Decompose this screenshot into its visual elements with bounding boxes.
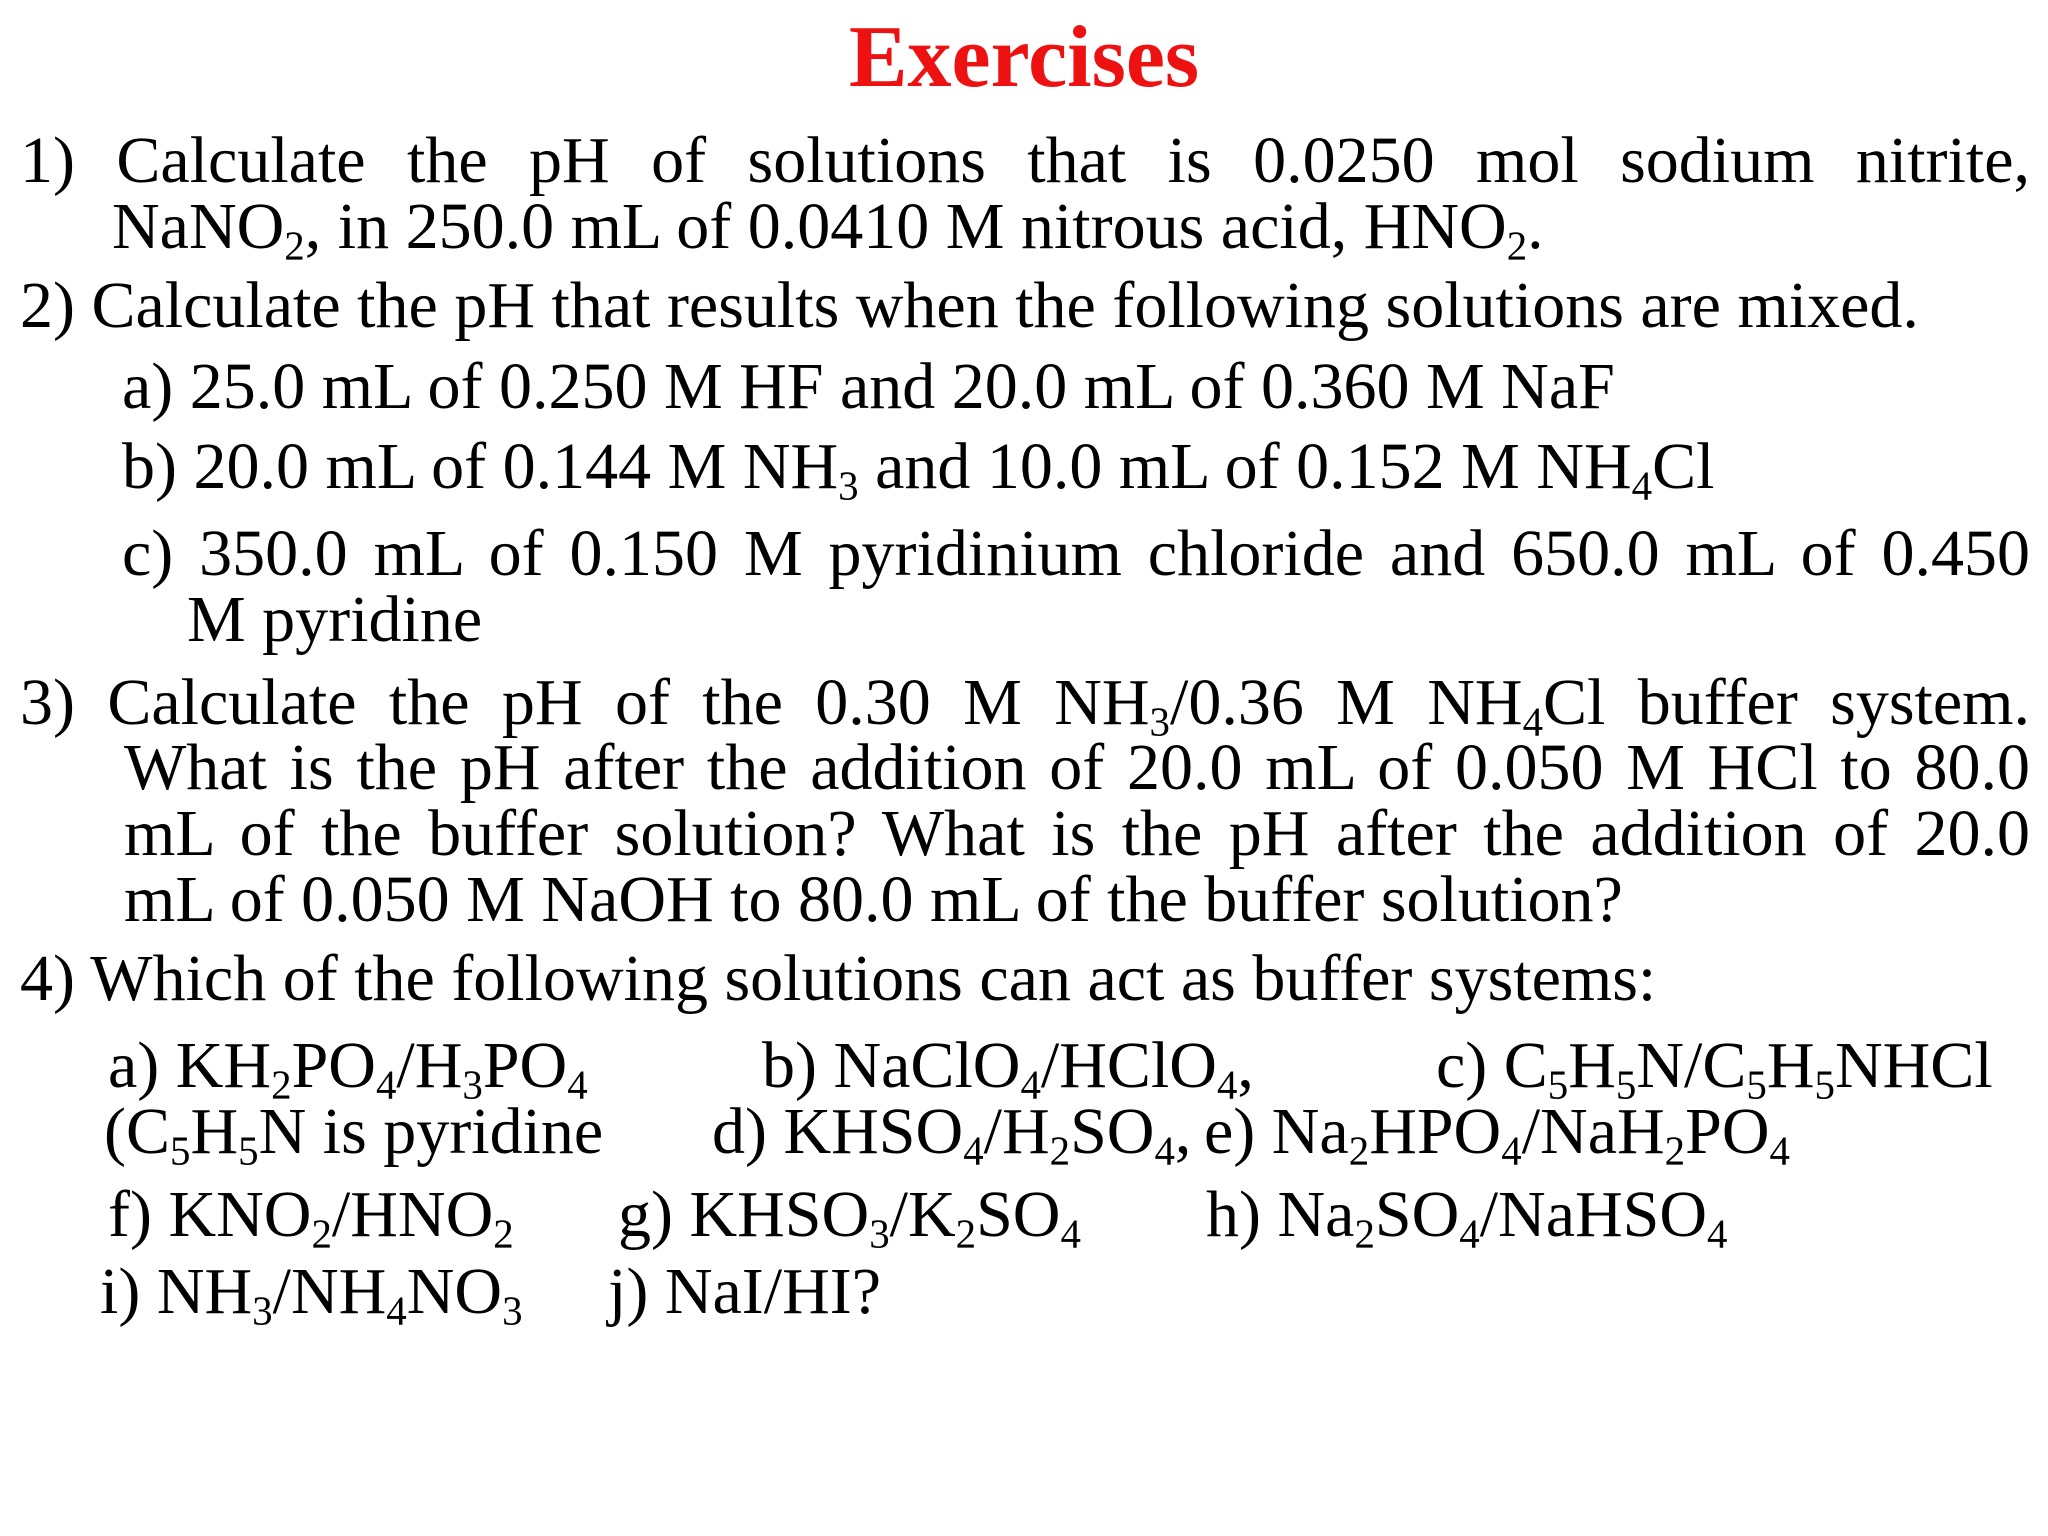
q2-part-c-line-2: M pyridine — [187, 583, 483, 656]
q2-stem: 2) Calculate the pH that results when the following solutions are mixed. — [20, 269, 1919, 342]
q3-line-1: 3) Calculate the pH of the 0.30 M $NH_3/0.36$ M $NH_4Cl$ buffer system. — [20, 666, 2030, 745]
q2-part-b: b) 20.0 mL of 0.144 M $NH_3$ and 10.0 mL of 0.152 M $NH_4Cl$ — [122, 430, 1715, 509]
q4-option-j: j) NaI/HI? — [608, 1255, 882, 1328]
q4-row-1 — [0, 1029, 2048, 1108]
q4-option-e: e) $Na_2HPO_4/NaH_2PO_4$ — [1204, 1095, 1790, 1174]
q2-part-a: a) 25.0 mL of 0.250 M HF and 20.0 mL of 0.360 M NaF — [122, 350, 1615, 423]
q4-row-3 — [0, 1178, 2048, 1257]
q4-option-g: g) $KHSO_3/K_2SO_4$ — [618, 1178, 1081, 1257]
q4-option-f: f) $KNO_2/HNO_2$ — [108, 1178, 514, 1257]
q3-line-4: mL of 0.050 M NaOH to 80.0 mL of the buffer solution? — [124, 863, 1623, 936]
q3-line-3: mL of the buffer solution? What is the pH after the addition of 20.0 — [124, 797, 2030, 870]
q4-row-4 — [0, 1255, 2048, 1334]
q4-pyridine-note: ($C_5H_5N$ is pyridine — [104, 1095, 604, 1174]
q4-option-b: b) NaClO$_4$/HClO$_4$, — [762, 1029, 1254, 1108]
q1-line-2: NaNO$_2$, in 250.0 mL of 0.0410 M nitrous acid, $HNO_2$. — [112, 190, 1544, 269]
q1-line-1: 1) Calculate the pH of solutions that is 0.0250 mol sodium nitrite, — [20, 124, 2030, 197]
q4-option-a: a) $KH_2PO_4/H_3PO_4$ — [108, 1029, 588, 1108]
q4-option-i: i) $NH_3/NH_4NO_3$ — [100, 1255, 523, 1334]
q4-option-h: h) $Na_2SO_4/NaHSO_4$ — [1206, 1178, 1728, 1257]
q3-line-2: What is the pH after the addition of 20.0 mL of 0.050 M HCl to 80.0 — [124, 731, 2030, 804]
slide-title: Exercises — [848, 9, 1200, 106]
q4-row-2 — [0, 1095, 2048, 1174]
q4-option-d: d) $KHSO_4/H_2SO_4$, — [712, 1095, 1192, 1174]
q2-part-c-line-1: c) 350.0 mL of 0.150 M pyridinium chloride and 650.0 mL of 0.450 — [122, 517, 2030, 590]
q4-option-c: c) $C_5H_5N/C_5H_5NHCl$ — [1436, 1029, 1993, 1108]
q4-stem: 4) Which of the following solutions can act as buffer systems: — [20, 942, 1657, 1015]
